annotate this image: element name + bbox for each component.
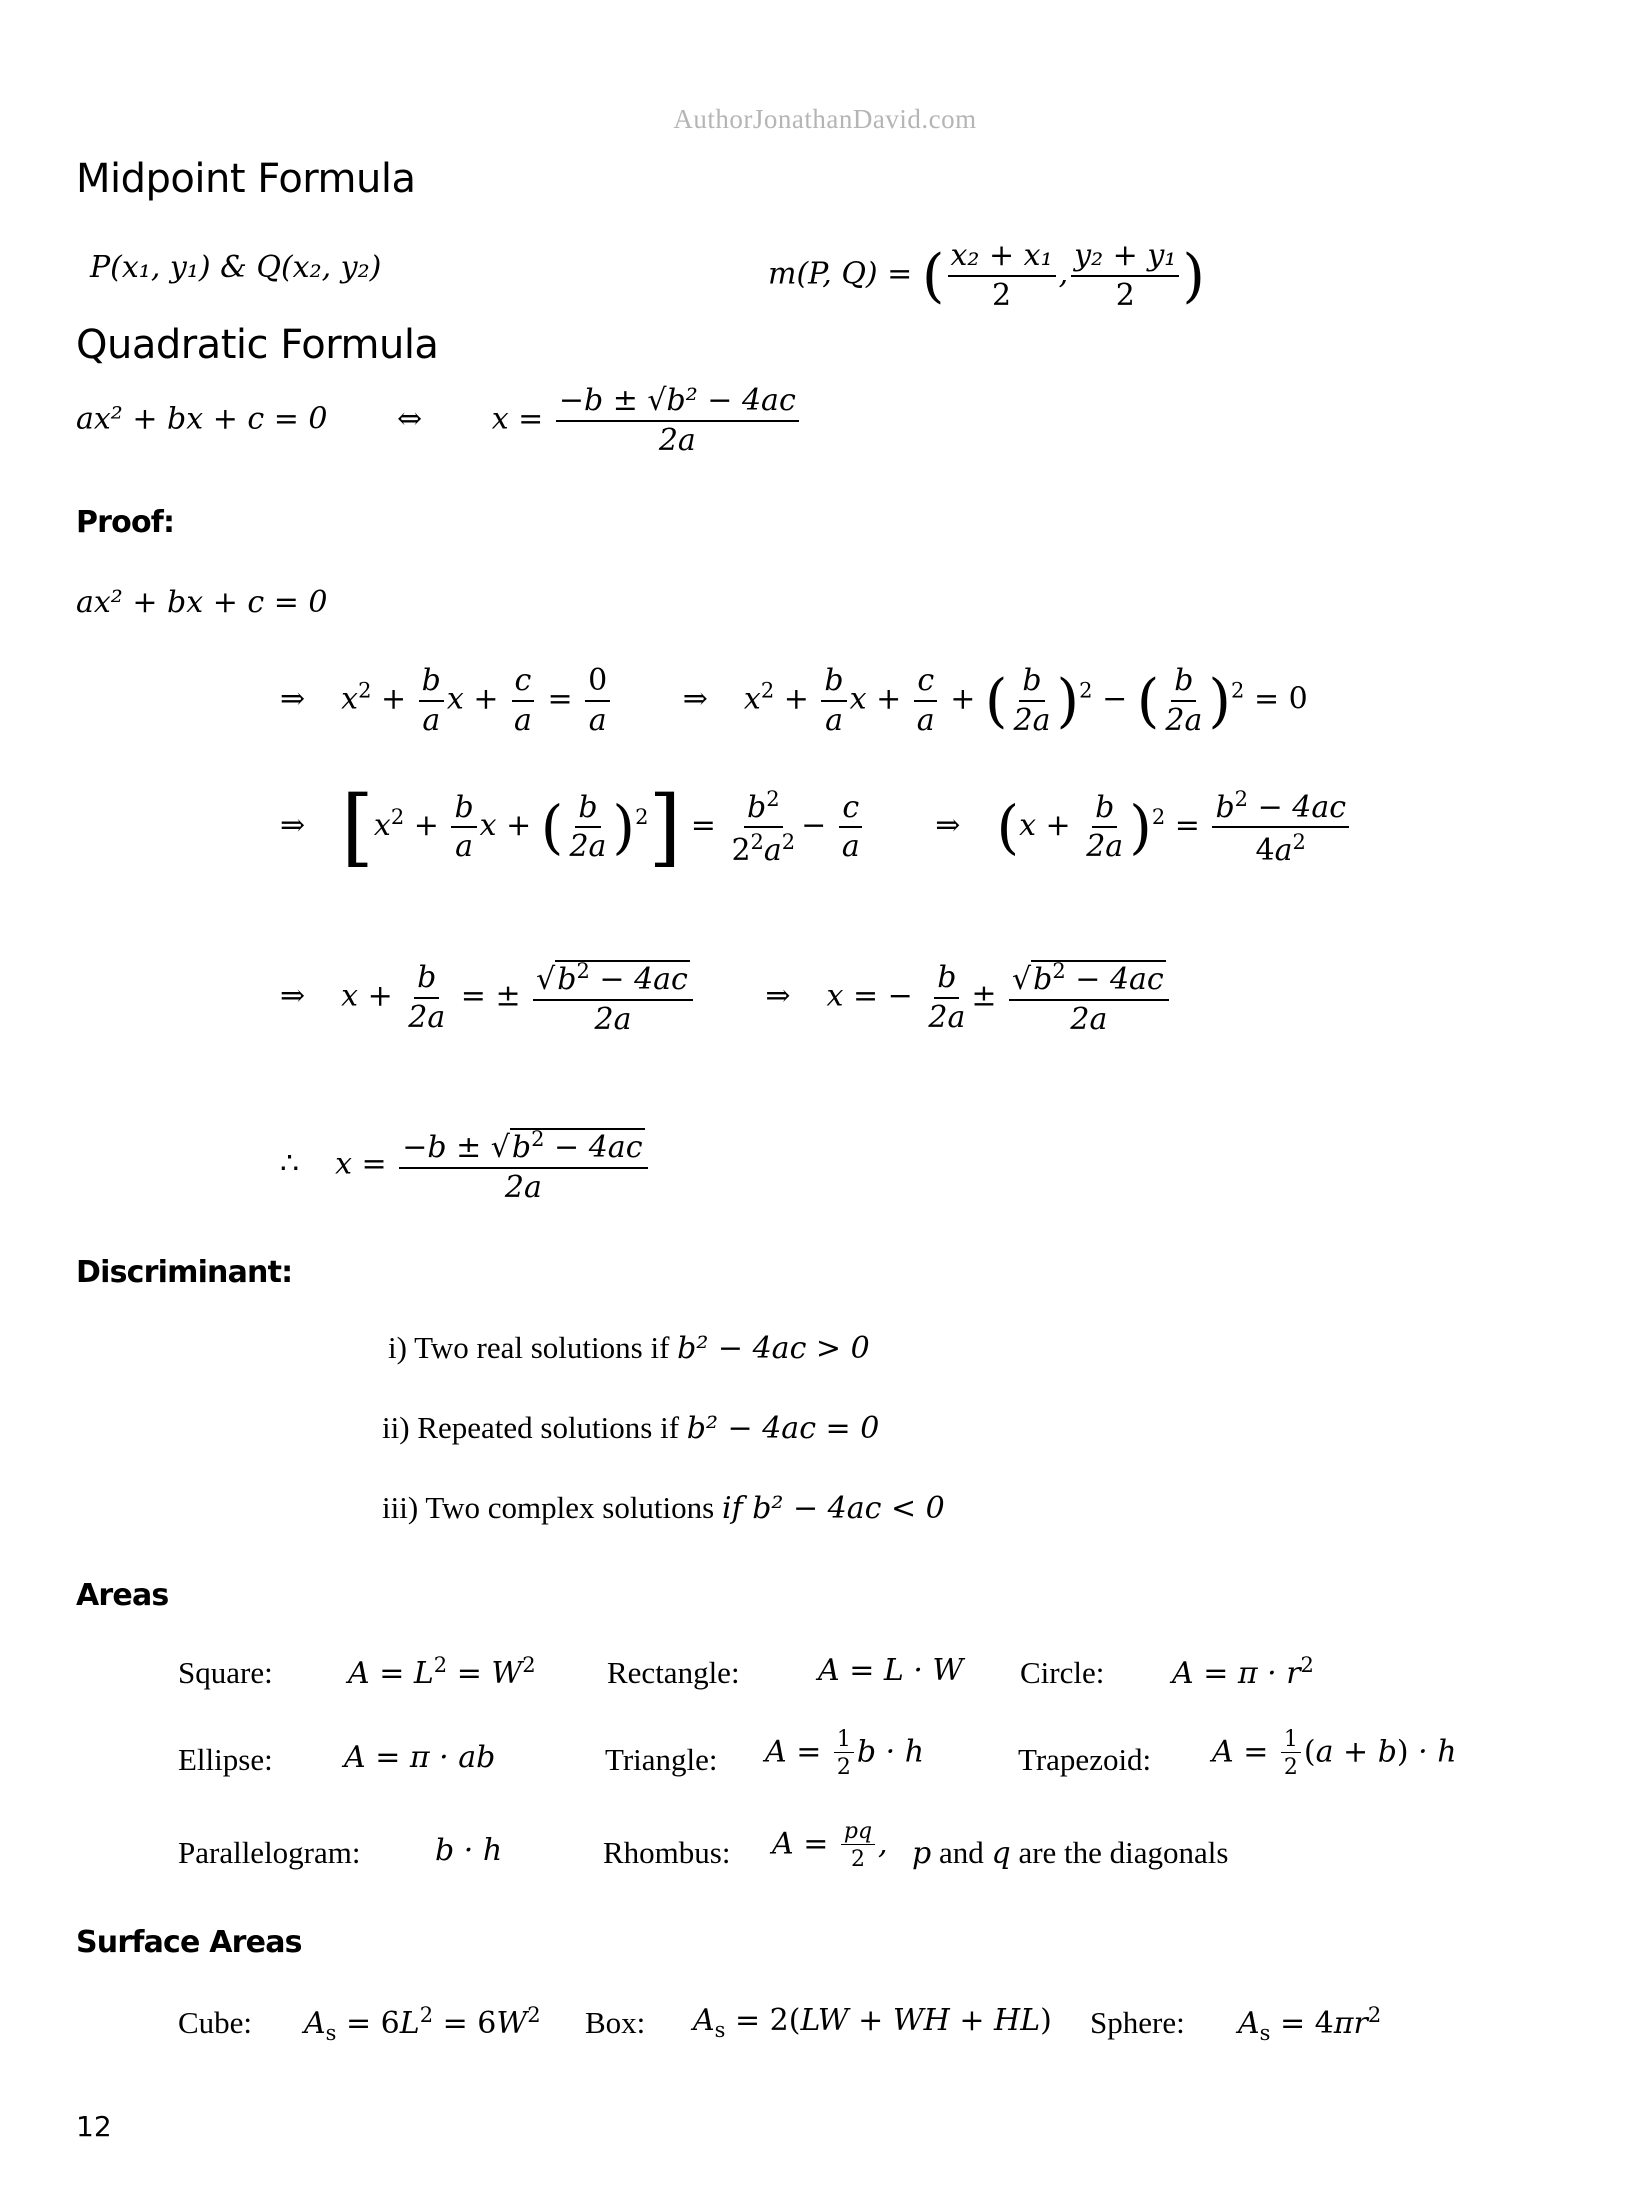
box-label: Box: xyxy=(585,2005,646,2040)
ellipse-label: Ellipse: xyxy=(178,1742,273,1777)
square-label: Square: xyxy=(178,1655,273,1690)
proof-start: ax² + bx + c = 0 xyxy=(76,585,328,620)
parallelogram-label: Parallelogram: xyxy=(178,1835,361,1870)
trapezoid-formula: A = $\frac{1}{2}$ (a + b) · h xyxy=(1212,1727,1457,1781)
circle-label: Circle: xyxy=(1020,1655,1105,1690)
midpoint-points: P(x₁, y₁) & Q(x₂, y₂) xyxy=(90,250,382,285)
discriminant-item-3: iii) Two complex solutions if b² − 4ac < 0 xyxy=(382,1490,945,1526)
iff-symbol: ⇔ xyxy=(397,401,423,437)
quadratic-x: x = xyxy=(491,401,544,437)
discriminant-item-1: i) Two real solutions if b² − 4ac > 0 xyxy=(388,1330,870,1366)
sphere-formula: $A_s = 4\pi r^2$ xyxy=(1238,2003,1382,2045)
quadratic-title: Quadratic Formula xyxy=(76,322,439,368)
circle-formula: $A = \pi \cdot r^2$ xyxy=(1172,1653,1314,1691)
sphere-label: Sphere: xyxy=(1090,2005,1185,2040)
surface-areas-label: Surface Areas xyxy=(76,1925,302,1960)
rhombus-label: Rhombus: xyxy=(603,1835,731,1870)
box-formula: $A_s = 2(LW$ + WH + HL) xyxy=(693,2003,1052,2042)
triangle-formula: A = $\frac{1}{2}$ b · h xyxy=(765,1727,925,1781)
discriminant-label: Discriminant: xyxy=(76,1255,293,1290)
rhombus-formula: A = $\frac{pq}{2}$ , xyxy=(772,1819,888,1873)
midpoint-y-numerator: y₂ + y₁ xyxy=(1071,240,1179,277)
midpoint-title: Midpoint Formula xyxy=(76,156,416,202)
parallelogram-formula: b · h xyxy=(435,1833,503,1868)
header-watermark: AuthorJonathanDavid.com xyxy=(673,104,977,134)
discriminant-item-2: ii) Repeated solutions if b² − 4ac = 0 xyxy=(382,1410,880,1446)
square-formula: $A = L^2 = W^2$ xyxy=(348,1653,536,1691)
rectangle-label: Rectangle: xyxy=(607,1655,740,1690)
proof-step-3: ⇒ x + $\frac{b}{2a}$ = ± $\frac{√b^2 - 4ac}{2a}$ ⇒ x = − $\frac{b}{2a}$ ± $\frac{√b^2 - 4ac}{2a}$ xyxy=(280,960,1172,1035)
quadratic-equation: ax² + bx + c = 0 xyxy=(76,401,328,437)
therefore-symbol: ∴ xyxy=(280,1146,300,1182)
quadratic-denominator: 2a xyxy=(658,422,696,458)
midpoint-x-numerator: x₂ + x₁ xyxy=(948,240,1056,277)
proof-step-2: ⇒ [$x^2$ + $\frac{b}{a}$ x + ( $\frac{b}{2a}$ )$^2$] = $\frac{b^2}{2^2a^2}$ − $\frac{c}{a}$ ⇒ (x + $\frac{b}{2a}$ )$^2$ = $\frac{b^2 - 4ac}{4a^2}$ xyxy=(280,785,1352,869)
rectangle-formula: A = L · W xyxy=(818,1653,964,1688)
areas-label: Areas xyxy=(76,1578,169,1613)
proof-label: Proof: xyxy=(76,505,175,540)
rhombus-note: p and q are the diagonals xyxy=(912,1835,1229,1871)
triangle-label: Triangle: xyxy=(605,1742,718,1777)
cube-formula: $A_s = 6L^2 = 6W^2$ xyxy=(304,2003,541,2045)
proof-conclusion: ∴ x = $\frac{-b \pm √b^2 - 4ac}{2a}$ xyxy=(280,1128,651,1203)
trapezoid-label: Trapezoid: xyxy=(1018,1742,1152,1777)
cube-label: Cube: xyxy=(178,2005,253,2040)
ellipse-formula: A = π · ab xyxy=(344,1740,496,1775)
page-number: 12 xyxy=(76,2110,112,2143)
quadratic-numerator: −b ± √b² − 4ac xyxy=(556,385,799,422)
quadratic-formula xyxy=(76,385,802,456)
midpoint-formula: m(P, Q) = ( $\frac{\text{x₂ + x₁}}{2}$ , $\frac{\text{y₂ + y₁}}{2}$ ) xyxy=(768,238,1205,313)
midpoint-lhs: m(P, Q) = xyxy=(768,256,913,292)
proof-step-1: ⇒ $x^2$ + $\frac{b}{a}$ x + $\frac{c}{a}$ = $\frac{0}{a}$ ⇒ $x^2$ + $\frac{b}{a}$ x + $\frac{c}{a}$ + ( $\frac{b}{2a}$ )$^2$ − ( $\frac{b}{2a}$ )$^2$ = 0 xyxy=(280,663,1308,738)
